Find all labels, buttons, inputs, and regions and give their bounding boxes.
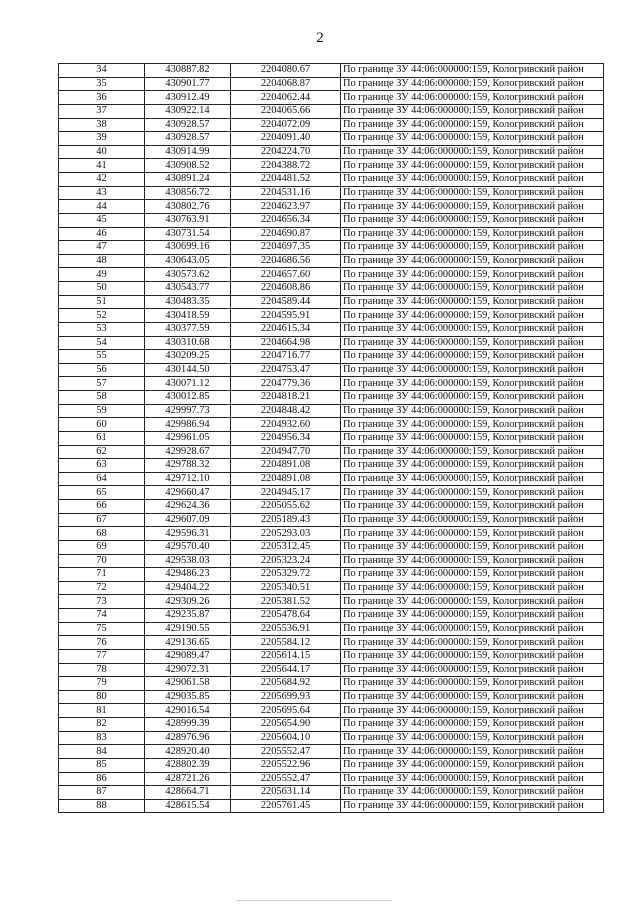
y-coordinate-cell: 2204623.97 (231, 200, 341, 214)
table-row (59, 513, 604, 527)
boundary-description-cell: По границе ЗУ 44:06:000000:159, Кологривский район (341, 581, 604, 595)
x-coordinate-cell: 429928.67 (145, 445, 231, 459)
y-coordinate-cell: 2204932.60 (231, 418, 341, 432)
y-coordinate-cell: 2204818.21 (231, 391, 341, 405)
y-coordinate-cell: 2204891.08 (231, 472, 341, 486)
point-number-cell: 52 (59, 309, 145, 323)
table-row (59, 649, 604, 663)
y-coordinate-cell: 2204481.52 (231, 173, 341, 187)
x-coordinate-cell: 430310.68 (145, 336, 231, 350)
x-coordinate-cell: 429309.26 (145, 595, 231, 609)
y-coordinate-cell: 2204690.87 (231, 227, 341, 241)
y-coordinate-cell: 2204945.17 (231, 486, 341, 500)
y-coordinate-cell: 2205654.90 (231, 718, 341, 732)
boundary-description-cell: По границе ЗУ 44:06:000000:159, Кологривский район (341, 391, 604, 405)
table-row (59, 595, 604, 609)
table-row (59, 663, 604, 677)
point-number-cell: 66 (59, 500, 145, 514)
table-row (59, 540, 604, 554)
point-number-cell: 86 (59, 772, 145, 786)
x-coordinate-cell: 429404.22 (145, 581, 231, 595)
point-number-cell: 82 (59, 718, 145, 732)
coordinates-table-body (59, 64, 604, 813)
x-coordinate-cell: 430914.99 (145, 145, 231, 159)
boundary-description-cell: По границе ЗУ 44:06:000000:159, Кологривский район (341, 159, 604, 173)
y-coordinate-cell: 2204697.35 (231, 241, 341, 255)
table-row (59, 758, 604, 772)
y-coordinate-cell: 2205552.47 (231, 745, 341, 759)
table-row (59, 322, 604, 336)
x-coordinate-cell: 429061.58 (145, 677, 231, 691)
table-row (59, 145, 604, 159)
y-coordinate-cell: 2205055.62 (231, 500, 341, 514)
y-coordinate-cell: 2205604.10 (231, 731, 341, 745)
boundary-description-cell: По границе ЗУ 44:06:000000:159, Кологривский район (341, 282, 604, 296)
y-coordinate-cell: 2204608.86 (231, 282, 341, 296)
y-coordinate-cell: 2204956.34 (231, 431, 341, 445)
boundary-description-cell: По границе ЗУ 44:06:000000:159, Кологривский район (341, 731, 604, 745)
boundary-description-cell: По границе ЗУ 44:06:000000:159, Кологривский район (341, 227, 604, 241)
x-coordinate-cell: 428664.71 (145, 786, 231, 800)
boundary-description-cell: По границе ЗУ 44:06:000000:159, Кологривский район (341, 213, 604, 227)
table-row (59, 159, 604, 173)
x-coordinate-cell: 430418.59 (145, 309, 231, 323)
boundary-description-cell: По границе ЗУ 44:06:000000:159, Кологривский район (341, 309, 604, 323)
x-coordinate-cell: 429486.23 (145, 568, 231, 582)
x-coordinate-cell: 430922.14 (145, 104, 231, 118)
x-coordinate-cell: 428976.96 (145, 731, 231, 745)
point-number-cell: 41 (59, 159, 145, 173)
x-coordinate-cell: 429712.10 (145, 472, 231, 486)
x-coordinate-cell: 429136.65 (145, 636, 231, 650)
point-number-cell: 50 (59, 282, 145, 296)
point-number-cell: 75 (59, 622, 145, 636)
table-row (59, 445, 604, 459)
y-coordinate-cell: 2204065.66 (231, 104, 341, 118)
point-number-cell: 60 (59, 418, 145, 432)
point-number-cell: 47 (59, 241, 145, 255)
point-number-cell: 83 (59, 731, 145, 745)
x-coordinate-cell: 428721.26 (145, 772, 231, 786)
boundary-description-cell: По границе ЗУ 44:06:000000:159, Кологривский район (341, 554, 604, 568)
boundary-description-cell: По границе ЗУ 44:06:000000:159, Кологривский район (341, 254, 604, 268)
x-coordinate-cell: 429961.05 (145, 431, 231, 445)
x-coordinate-cell: 429035.85 (145, 690, 231, 704)
x-coordinate-cell: 429538.03 (145, 554, 231, 568)
y-coordinate-cell: 2205684.92 (231, 677, 341, 691)
y-coordinate-cell: 2205189.43 (231, 513, 341, 527)
table-row (59, 459, 604, 473)
point-number-cell: 87 (59, 786, 145, 800)
y-coordinate-cell: 2204664.98 (231, 336, 341, 350)
table-row (59, 404, 604, 418)
x-coordinate-cell: 430856.72 (145, 186, 231, 200)
x-coordinate-cell: 430928.57 (145, 118, 231, 132)
point-number-cell: 63 (59, 459, 145, 473)
boundary-description-cell: По границе ЗУ 44:06:000000:159, Кологривский район (341, 718, 604, 732)
table-row (59, 282, 604, 296)
bottom-edge-line (236, 900, 392, 901)
point-number-cell: 80 (59, 690, 145, 704)
y-coordinate-cell: 2205644.17 (231, 663, 341, 677)
point-number-cell: 68 (59, 527, 145, 541)
x-coordinate-cell: 430887.82 (145, 64, 231, 78)
x-coordinate-cell: 430012.85 (145, 391, 231, 405)
y-coordinate-cell: 2204062.44 (231, 91, 341, 105)
point-number-cell: 42 (59, 173, 145, 187)
point-number-cell: 37 (59, 104, 145, 118)
boundary-description-cell: По границе ЗУ 44:06:000000:159, Кологривский район (341, 132, 604, 146)
point-number-cell: 45 (59, 213, 145, 227)
table-row (59, 350, 604, 364)
boundary-description-cell: По границе ЗУ 44:06:000000:159, Кологривский район (341, 663, 604, 677)
boundary-description-cell: По границе ЗУ 44:06:000000:159, Кологривский район (341, 145, 604, 159)
x-coordinate-cell: 430802.76 (145, 200, 231, 214)
y-coordinate-cell: 2204947.70 (231, 445, 341, 459)
x-coordinate-cell: 430763.91 (145, 213, 231, 227)
boundary-description-cell: По границе ЗУ 44:06:000000:159, Кологривский район (341, 186, 604, 200)
y-coordinate-cell: 2204686.56 (231, 254, 341, 268)
table-row (59, 799, 604, 813)
table-row (59, 91, 604, 105)
boundary-description-cell: По границе ЗУ 44:06:000000:159, Кологривский район (341, 91, 604, 105)
point-number-cell: 69 (59, 540, 145, 554)
point-number-cell: 62 (59, 445, 145, 459)
boundary-description-cell: По границе ЗУ 44:06:000000:159, Кологривский район (341, 636, 604, 650)
point-number-cell: 67 (59, 513, 145, 527)
boundary-description-cell: По границе ЗУ 44:06:000000:159, Кологривский район (341, 704, 604, 718)
boundary-description-cell: По границе ЗУ 44:06:000000:159, Кологривский район (341, 173, 604, 187)
y-coordinate-cell: 2205381.52 (231, 595, 341, 609)
x-coordinate-cell: 430209.25 (145, 350, 231, 364)
point-number-cell: 58 (59, 391, 145, 405)
point-number-cell: 88 (59, 799, 145, 813)
boundary-description-cell: По границе ЗУ 44:06:000000:159, Кологривский район (341, 622, 604, 636)
table-row (59, 704, 604, 718)
point-number-cell: 78 (59, 663, 145, 677)
y-coordinate-cell: 2204891.08 (231, 459, 341, 473)
x-coordinate-cell: 430731.54 (145, 227, 231, 241)
point-number-cell: 59 (59, 404, 145, 418)
table-row (59, 786, 604, 800)
x-coordinate-cell: 430901.77 (145, 77, 231, 91)
point-number-cell: 57 (59, 377, 145, 391)
boundary-description-cell: По границе ЗУ 44:06:000000:159, Кологривский район (341, 322, 604, 336)
x-coordinate-cell: 430483.35 (145, 295, 231, 309)
table-row (59, 377, 604, 391)
boundary-description-cell: По границе ЗУ 44:06:000000:159, Кологривский район (341, 595, 604, 609)
boundary-description-cell: По границе ЗУ 44:06:000000:159, Кологривский район (341, 459, 604, 473)
y-coordinate-cell: 2204224.70 (231, 145, 341, 159)
x-coordinate-cell: 429016.54 (145, 704, 231, 718)
table-row (59, 200, 604, 214)
y-coordinate-cell: 2204848.42 (231, 404, 341, 418)
table-row (59, 609, 604, 623)
point-number-cell: 85 (59, 758, 145, 772)
point-number-cell: 56 (59, 363, 145, 377)
table-row (59, 418, 604, 432)
x-coordinate-cell: 429788.32 (145, 459, 231, 473)
point-number-cell: 39 (59, 132, 145, 146)
table-row (59, 472, 604, 486)
table-row (59, 622, 604, 636)
table-row (59, 186, 604, 200)
point-number-cell: 51 (59, 295, 145, 309)
table-row (59, 77, 604, 91)
table-row (59, 254, 604, 268)
table-row (59, 64, 604, 78)
x-coordinate-cell: 430071.12 (145, 377, 231, 391)
x-coordinate-cell: 428920.40 (145, 745, 231, 759)
x-coordinate-cell: 430912.49 (145, 91, 231, 105)
y-coordinate-cell: 2205699.93 (231, 690, 341, 704)
x-coordinate-cell: 430144.50 (145, 363, 231, 377)
table-row (59, 241, 604, 255)
table-row (59, 104, 604, 118)
point-number-cell: 77 (59, 649, 145, 663)
y-coordinate-cell: 2204072.09 (231, 118, 341, 132)
x-coordinate-cell: 430543.77 (145, 282, 231, 296)
boundary-description-cell: По границе ЗУ 44:06:000000:159, Кологривский район (341, 758, 604, 772)
boundary-description-cell: По границе ЗУ 44:06:000000:159, Кологривский район (341, 377, 604, 391)
x-coordinate-cell: 429235.87 (145, 609, 231, 623)
table-row (59, 309, 604, 323)
x-coordinate-cell: 428615.54 (145, 799, 231, 813)
boundary-description-cell: По границе ЗУ 44:06:000000:159, Кологривский район (341, 77, 604, 91)
x-coordinate-cell: 429570.40 (145, 540, 231, 554)
boundary-description-cell: По границе ЗУ 44:06:000000:159, Кологривский район (341, 690, 604, 704)
x-coordinate-cell: 430928.57 (145, 132, 231, 146)
y-coordinate-cell: 2205761.45 (231, 799, 341, 813)
y-coordinate-cell: 2205293.03 (231, 527, 341, 541)
point-number-cell: 54 (59, 336, 145, 350)
table-row (59, 295, 604, 309)
boundary-description-cell: По границе ЗУ 44:06:000000:159, Кологривский район (341, 772, 604, 786)
boundary-description-cell: По границе ЗУ 44:06:000000:159, Кологривский район (341, 104, 604, 118)
table-row (59, 581, 604, 595)
point-number-cell: 46 (59, 227, 145, 241)
x-coordinate-cell: 429607.09 (145, 513, 231, 527)
y-coordinate-cell: 2204615.34 (231, 322, 341, 336)
point-number-cell: 65 (59, 486, 145, 500)
table-row (59, 227, 604, 241)
point-number-cell: 70 (59, 554, 145, 568)
y-coordinate-cell: 2204091.40 (231, 132, 341, 146)
boundary-description-cell: По границе ЗУ 44:06:000000:159, Кологривский район (341, 200, 604, 214)
table-row (59, 391, 604, 405)
page-number: 2 (316, 30, 324, 46)
point-number-cell: 53 (59, 322, 145, 336)
point-number-cell: 79 (59, 677, 145, 691)
table-row (59, 568, 604, 582)
boundary-description-cell: По границе ЗУ 44:06:000000:159, Кологривский район (341, 649, 604, 663)
table-row (59, 772, 604, 786)
boundary-description-cell: По границе ЗУ 44:06:000000:159, Кологривский район (341, 568, 604, 582)
point-number-cell: 55 (59, 350, 145, 364)
y-coordinate-cell: 2205614.15 (231, 649, 341, 663)
y-coordinate-cell: 2204388.72 (231, 159, 341, 173)
boundary-description-cell: По границе ЗУ 44:06:000000:159, Кологривский район (341, 500, 604, 514)
boundary-description-cell: По границе ЗУ 44:06:000000:159, Кологривский район (341, 472, 604, 486)
table-row (59, 431, 604, 445)
x-coordinate-cell: 430643.05 (145, 254, 231, 268)
point-number-cell: 84 (59, 745, 145, 759)
point-number-cell: 73 (59, 595, 145, 609)
table-row (59, 690, 604, 704)
boundary-description-cell: По границе ЗУ 44:06:000000:159, Кологривский район (341, 677, 604, 691)
y-coordinate-cell: 2205552.47 (231, 772, 341, 786)
table-row (59, 336, 604, 350)
y-coordinate-cell: 2204779.36 (231, 377, 341, 391)
x-coordinate-cell: 429072.31 (145, 663, 231, 677)
boundary-description-cell: По границе ЗУ 44:06:000000:159, Кологривский район (341, 350, 604, 364)
x-coordinate-cell: 429190.55 (145, 622, 231, 636)
table-row (59, 745, 604, 759)
x-coordinate-cell: 430699.16 (145, 241, 231, 255)
boundary-description-cell: По границе ЗУ 44:06:000000:159, Кологривский район (341, 118, 604, 132)
y-coordinate-cell: 2204753.47 (231, 363, 341, 377)
table-row (59, 677, 604, 691)
y-coordinate-cell: 2204656.34 (231, 213, 341, 227)
table-row (59, 554, 604, 568)
boundary-description-cell: По границе ЗУ 44:06:000000:159, Кологривский район (341, 431, 604, 445)
boundary-description-cell: По границе ЗУ 44:06:000000:159, Кологривский район (341, 786, 604, 800)
point-number-cell: 72 (59, 581, 145, 595)
boundary-description-cell: По границе ЗУ 44:06:000000:159, Кологривский район (341, 527, 604, 541)
y-coordinate-cell: 2204068.87 (231, 77, 341, 91)
y-coordinate-cell: 2205312.45 (231, 540, 341, 554)
point-number-cell: 36 (59, 91, 145, 105)
boundary-description-cell: По границе ЗУ 44:06:000000:159, Кологривский район (341, 404, 604, 418)
point-number-cell: 81 (59, 704, 145, 718)
y-coordinate-cell: 2205631.14 (231, 786, 341, 800)
x-coordinate-cell: 429089.47 (145, 649, 231, 663)
boundary-description-cell: По границе ЗУ 44:06:000000:159, Кологривский район (341, 445, 604, 459)
boundary-description-cell: По границе ЗУ 44:06:000000:159, Кологривский район (341, 241, 604, 255)
table-row (59, 718, 604, 732)
point-number-cell: 44 (59, 200, 145, 214)
boundary-description-cell: По границе ЗУ 44:06:000000:159, Кологривский район (341, 336, 604, 350)
y-coordinate-cell: 2205522.96 (231, 758, 341, 772)
y-coordinate-cell: 2204595.91 (231, 309, 341, 323)
y-coordinate-cell: 2205695.64 (231, 704, 341, 718)
y-coordinate-cell: 2205323.24 (231, 554, 341, 568)
table-row (59, 731, 604, 745)
point-number-cell: 38 (59, 118, 145, 132)
y-coordinate-cell: 2205478.64 (231, 609, 341, 623)
point-number-cell: 43 (59, 186, 145, 200)
x-coordinate-cell: 429997.73 (145, 404, 231, 418)
boundary-description-cell: По границе ЗУ 44:06:000000:159, Кологривский район (341, 799, 604, 813)
y-coordinate-cell: 2204716.77 (231, 350, 341, 364)
point-number-cell: 49 (59, 268, 145, 282)
y-coordinate-cell: 2205536.91 (231, 622, 341, 636)
x-coordinate-cell: 429624.36 (145, 500, 231, 514)
point-number-cell: 48 (59, 254, 145, 268)
point-number-cell: 74 (59, 609, 145, 623)
boundary-description-cell: По границе ЗУ 44:06:000000:159, Кологривский район (341, 295, 604, 309)
boundary-description-cell: По границе ЗУ 44:06:000000:159, Кологривский район (341, 513, 604, 527)
point-number-cell: 76 (59, 636, 145, 650)
table-row (59, 363, 604, 377)
table-row (59, 118, 604, 132)
boundary-description-cell: По границе ЗУ 44:06:000000:159, Кологривский район (341, 540, 604, 554)
boundary-description-cell: По границе ЗУ 44:06:000000:159, Кологривский район (341, 64, 604, 78)
point-number-cell: 40 (59, 145, 145, 159)
boundary-description-cell: По границе ЗУ 44:06:000000:159, Кологривский район (341, 268, 604, 282)
x-coordinate-cell: 430573.62 (145, 268, 231, 282)
y-coordinate-cell: 2204531.16 (231, 186, 341, 200)
table-row (59, 132, 604, 146)
y-coordinate-cell: 2205329.72 (231, 568, 341, 582)
y-coordinate-cell: 2205340.51 (231, 581, 341, 595)
x-coordinate-cell: 430377.59 (145, 322, 231, 336)
boundary-description-cell: По границе ЗУ 44:06:000000:159, Кологривский район (341, 418, 604, 432)
x-coordinate-cell: 428802.39 (145, 758, 231, 772)
x-coordinate-cell: 430891.24 (145, 173, 231, 187)
x-coordinate-cell: 429660.47 (145, 486, 231, 500)
point-number-cell: 34 (59, 64, 145, 78)
table-row (59, 213, 604, 227)
table-row (59, 636, 604, 650)
table-row (59, 527, 604, 541)
table-row (59, 486, 604, 500)
y-coordinate-cell: 2204080.67 (231, 64, 341, 78)
point-number-cell: 61 (59, 431, 145, 445)
boundary-description-cell: По границе ЗУ 44:06:000000:159, Кологривский район (341, 486, 604, 500)
table-row (59, 268, 604, 282)
x-coordinate-cell: 429986.94 (145, 418, 231, 432)
y-coordinate-cell: 2205584.12 (231, 636, 341, 650)
x-coordinate-cell: 430908.52 (145, 159, 231, 173)
table-row (59, 500, 604, 514)
point-number-cell: 71 (59, 568, 145, 582)
point-number-cell: 64 (59, 472, 145, 486)
x-coordinate-cell: 429596.31 (145, 527, 231, 541)
boundary-description-cell: По границе ЗУ 44:06:000000:159, Кологривский район (341, 363, 604, 377)
point-number-cell: 35 (59, 77, 145, 91)
x-coordinate-cell: 428999.39 (145, 718, 231, 732)
table-row (59, 173, 604, 187)
coordinates-table (58, 63, 604, 813)
y-coordinate-cell: 2204657.60 (231, 268, 341, 282)
boundary-description-cell: По границе ЗУ 44:06:000000:159, Кологривский район (341, 745, 604, 759)
boundary-description-cell: По границе ЗУ 44:06:000000:159, Кологривский район (341, 609, 604, 623)
y-coordinate-cell: 2204589.44 (231, 295, 341, 309)
